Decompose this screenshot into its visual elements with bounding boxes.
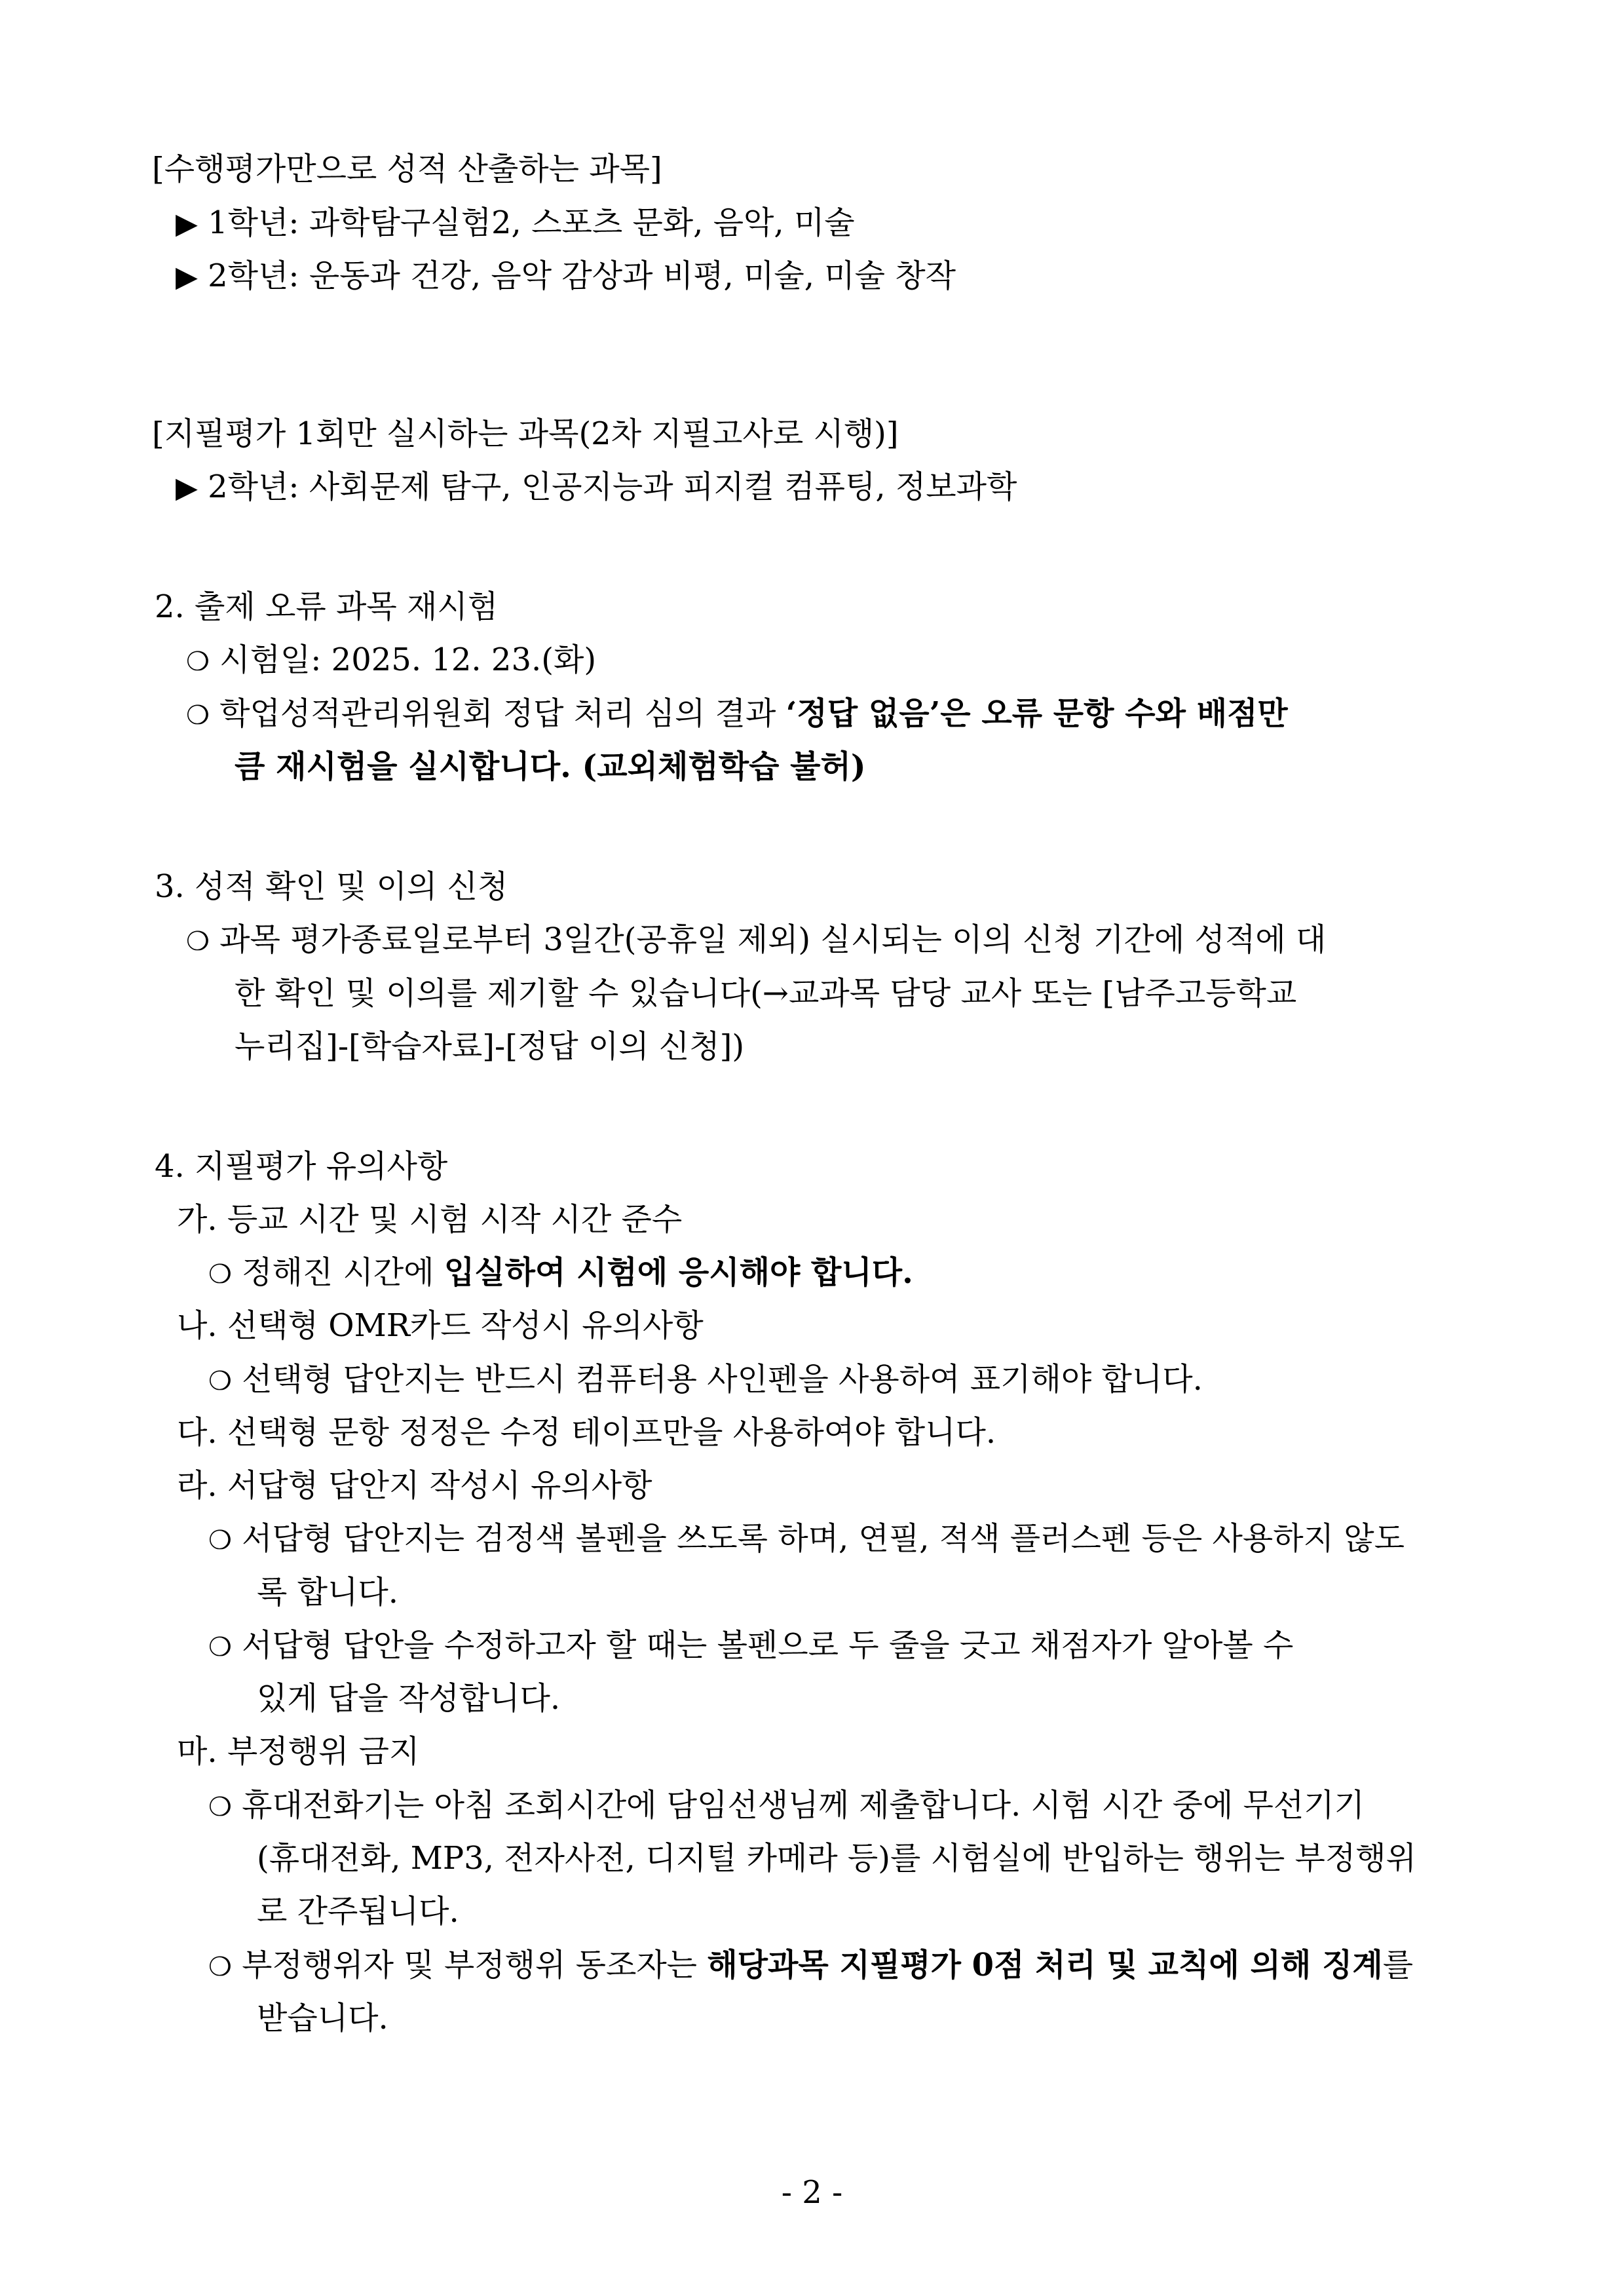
- circle-bullet-icon: ❍: [186, 700, 210, 731]
- section3-title: 3. 성적 확인 및 이의 신청: [155, 868, 508, 905]
- section4-ra-item1-line1: [208, 1519, 1405, 1560]
- section4-na-item: [208, 1360, 1203, 1401]
- section4-ra-item2-line2: 있게 답을 작성합니다.: [257, 1680, 561, 1717]
- circle-bullet-icon: ❍: [186, 927, 210, 957]
- ga-item-plain: 정해진 시간에: [242, 1254, 444, 1291]
- section4-ra-item1-line2: 록 합니다.: [257, 1574, 398, 1611]
- circle-bullet-icon: ❍: [208, 1259, 232, 1290]
- section4-ma-item1-line2: (휴대전화, MP3, 전자사전, 디지털 카메라 등)를 시험실에 반입하는 행위는 부정행위: [257, 1840, 1416, 1877]
- section4-ma-label: 마. 부정행위 금지: [177, 1733, 420, 1770]
- performance-item-grade2: [176, 256, 956, 297]
- ma-item2-plain1: 부정행위자 및 부정행위 동조자는: [242, 1947, 708, 1983]
- circle-bullet-icon: ❍: [208, 1366, 232, 1396]
- section2-exam-date: [186, 640, 596, 681]
- circle-bullet-icon: ❍: [208, 1952, 232, 1982]
- ga-item-bold: 입실하여 시험에 응시해야 합니다.: [444, 1254, 913, 1291]
- performance-only-heading: [수행평가만으로 성적 산출하는 과목]: [152, 151, 662, 187]
- section4-na-label: 나. 선택형 OMR카드 작성시 유의사항: [177, 1307, 704, 1344]
- section4-ma-item2-line1: [208, 1945, 1413, 1987]
- triangle-bullet-icon: ▶: [176, 260, 198, 294]
- section2-retest-item-cont: 큼 재시험을 실시합니다. (교외체험학습 불허): [235, 748, 866, 785]
- section4-title: 4. 지필평가 유의사항: [155, 1148, 448, 1185]
- section4-ma-item1-line3: 로 간주됩니다.: [257, 1893, 459, 1930]
- performance-item-text: 1학년: 과학탐구실험2, 스포츠 문화, 음악, 미술: [208, 204, 855, 241]
- ma-item2-plain2: 를: [1382, 1947, 1414, 1983]
- na-item-text: 선택형 답안지는 반드시 컴퓨터용 사인펜을 사용하여 표기해야 합니다.: [242, 1361, 1203, 1398]
- circle-bullet-icon: ❍: [186, 647, 210, 677]
- section4-ga-item: [208, 1253, 913, 1294]
- triangle-bullet-icon: ▶: [176, 207, 198, 240]
- circle-bullet-icon: ❍: [208, 1525, 232, 1556]
- ma-item1-text: 휴대전화기는 아침 조회시간에 담임선생님께 제출합니다. 시험 시간 중에 무선기기: [242, 1787, 1365, 1824]
- ma-item2-bold: 해당과목 지필평가 0점 처리 및 교칙에 의해 징계: [707, 1947, 1383, 1983]
- written-once-item-text: 2학년: 사회문제 탐구, 인공지능과 피지컬 컴퓨팅, 정보과학: [208, 469, 1017, 505]
- section3-item-line2: 한 확인 및 이의를 제기할 수 있습니다(→교과목 담당 교사 또는 [남주고등학교: [235, 975, 1297, 1012]
- section4-ma-item1-line1: [208, 1786, 1365, 1827]
- section3-item-line3: 누리집]-[학습자료]-[정답 이의 신청]): [235, 1028, 745, 1065]
- written-once-item-grade2: [176, 467, 1017, 508]
- section4-ga-label: 가. 등교 시간 및 시험 시작 시간 준수: [177, 1201, 683, 1238]
- section4-ra-item2-line1: [208, 1626, 1293, 1667]
- triangle-bullet-icon: ▶: [176, 471, 198, 505]
- ra-item1-text: 서답형 답안지는 검정색 볼펜을 쓰도록 하며, 연필, 적색 플러스펜 등은 사용하지 않도: [242, 1520, 1405, 1557]
- performance-item-grade1: [176, 203, 855, 244]
- circle-bullet-icon: ❍: [208, 1792, 232, 1822]
- section4-ma-item2-line2: 받습니다.: [257, 2000, 388, 2037]
- section3-item-line1: [186, 920, 1326, 961]
- circle-bullet-icon: ❍: [208, 1632, 232, 1662]
- written-once-heading: [지필평가 1회만 실시하는 과목(2차 지필고사로 시행)]: [152, 415, 899, 452]
- section3-text: 과목 평가종료일로부터 3일간(공휴일 제외) 실시되는 이의 신청 기간에 성적에 대: [219, 921, 1327, 958]
- ra-item2-text: 서답형 답안을 수정하고자 할 때는 볼펜으로 두 줄을 긋고 채점자가 알아볼 수: [242, 1627, 1294, 1664]
- section4-ra-label: 라. 서답형 답안지 작성시 유의사항: [177, 1467, 652, 1504]
- section4-da-label: 다. 선택형 문항 정정은 수정 테이프만을 사용하여야 합니다.: [177, 1414, 996, 1451]
- section2-retest-item: [186, 694, 1288, 735]
- page-number: - 2 -: [781, 2174, 843, 2211]
- exam-date-text: 시험일: 2025. 12. 23.(화): [219, 641, 597, 678]
- performance-item-text: 2학년: 운동과 건강, 음악 감상과 비평, 미술, 미술 창작: [208, 258, 956, 294]
- retest-text-bold: ‘정답 없음’은 오류 문항 수와 배점만: [785, 695, 1288, 732]
- retest-text-plain: 학업성적관리위원회 정답 처리 심의 결과: [219, 695, 786, 732]
- section2-title: 2. 출제 오류 과목 재시험: [155, 588, 499, 625]
